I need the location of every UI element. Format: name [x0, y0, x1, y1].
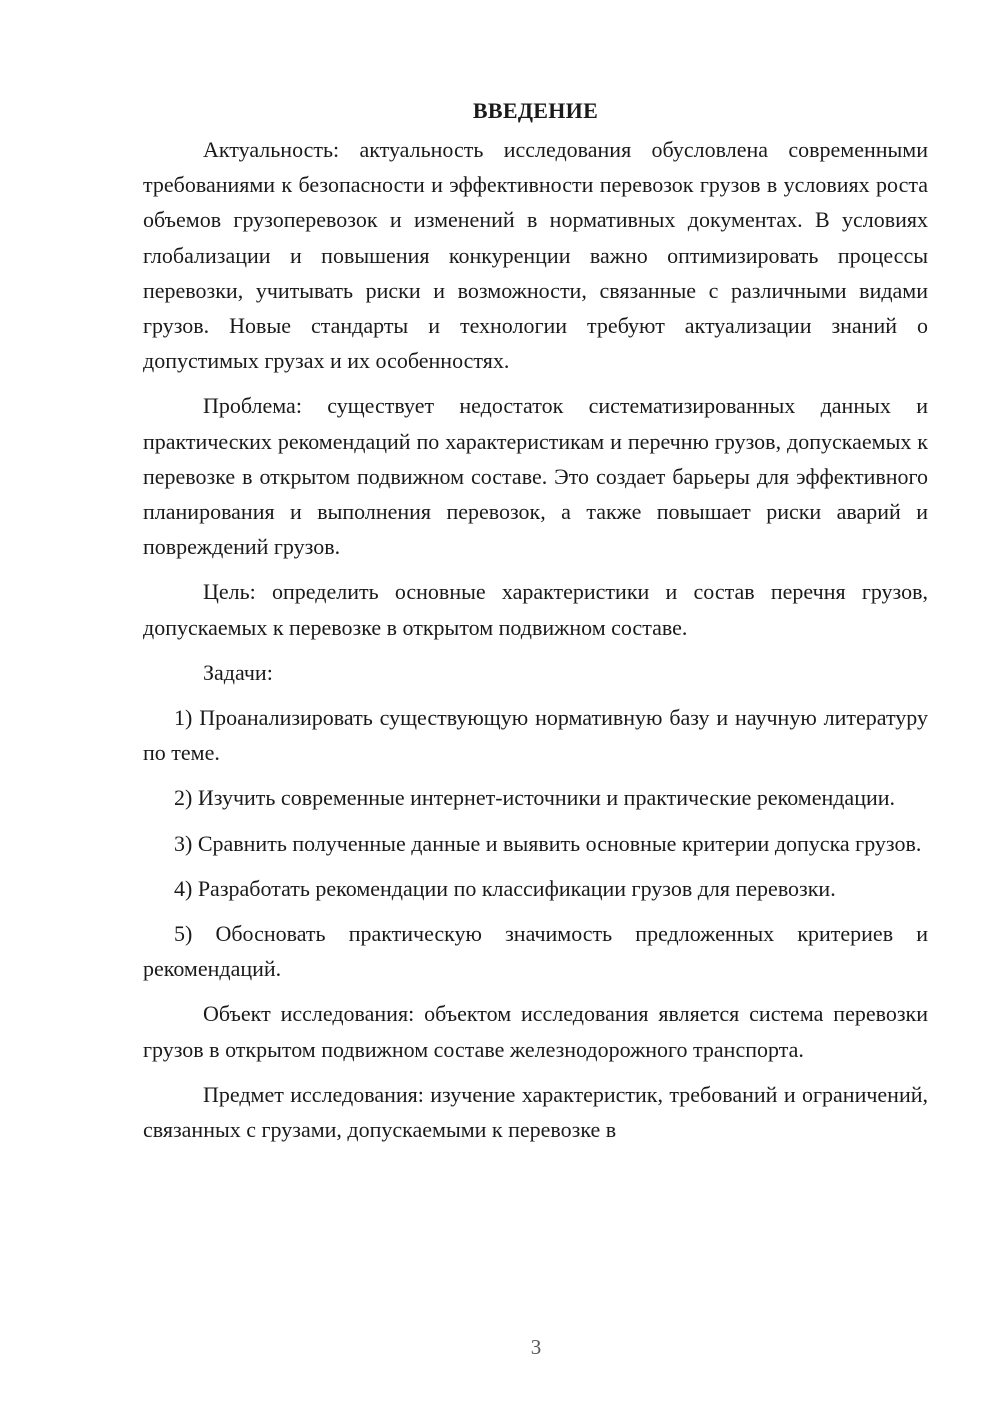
task-item-5: 5) Обосновать практическую значимость предложенных критериев и рекомендаций.: [143, 921, 928, 982]
page-number: 3: [530, 1335, 542, 1359]
paragraph-object: Объект исследования: объектом исследования является система перевозки грузов в открытом подвижном составе железнодорожного транспорта.: [143, 1001, 928, 1062]
paragraph-goal: Цель: определить основные характеристики и состав перечня грузов, допускаемых к перевозке в открытом подвижном составе.: [143, 579, 928, 640]
task-item-4: 4) Разработать рекомендации по классификации грузов для перевозки.: [174, 875, 836, 901]
task-item-3: 3) Сравнить полученные данные и выявить основные критерии допуска грузов.: [174, 830, 922, 856]
section-heading: ВВЕДЕНИЕ: [472, 98, 599, 123]
page-content: [143, 96, 928, 1157]
tasks-label: Задачи:: [203, 659, 273, 685]
task-item-2: 2) Изучить современные интернет-источники и практические рекомендации.: [174, 785, 896, 811]
task-item-1: 1) Проанализировать существующую нормативную базу и научную литературу по теме.: [143, 705, 928, 766]
paragraph-subject: Предмет исследования: изучение характеристик, требований и ограничений, связанных с грузами, допускаемыми к перевозке в: [143, 1081, 928, 1143]
paragraph-problem: Проблема: существует недостаток систематизированных данных и практических рекомендаций по характеристикам и перечню грузов, допускаемых к перевозке в открытом подвижном составе. Это создает барьеры для эффективного планирования и выполнения перевозок, а также повышает риски аварий и повреждений грузов.: [143, 393, 928, 560]
paragraph-relevance: Актуальность: актуальность исследования обусловлена современными требованиями к безопасности и эффективности перевозок грузов в условиях роста объемов грузоперевозок и изменений в нормативных документах. В условиях глобализации и повышения конкуренции важно оптимизировать процессы перевозки, учитывать риски и возможности, связанные с различными видами грузов. Новые стандарты и технологии требуют актуализации знаний о допустимых грузах и их особенностях.: [143, 137, 928, 374]
